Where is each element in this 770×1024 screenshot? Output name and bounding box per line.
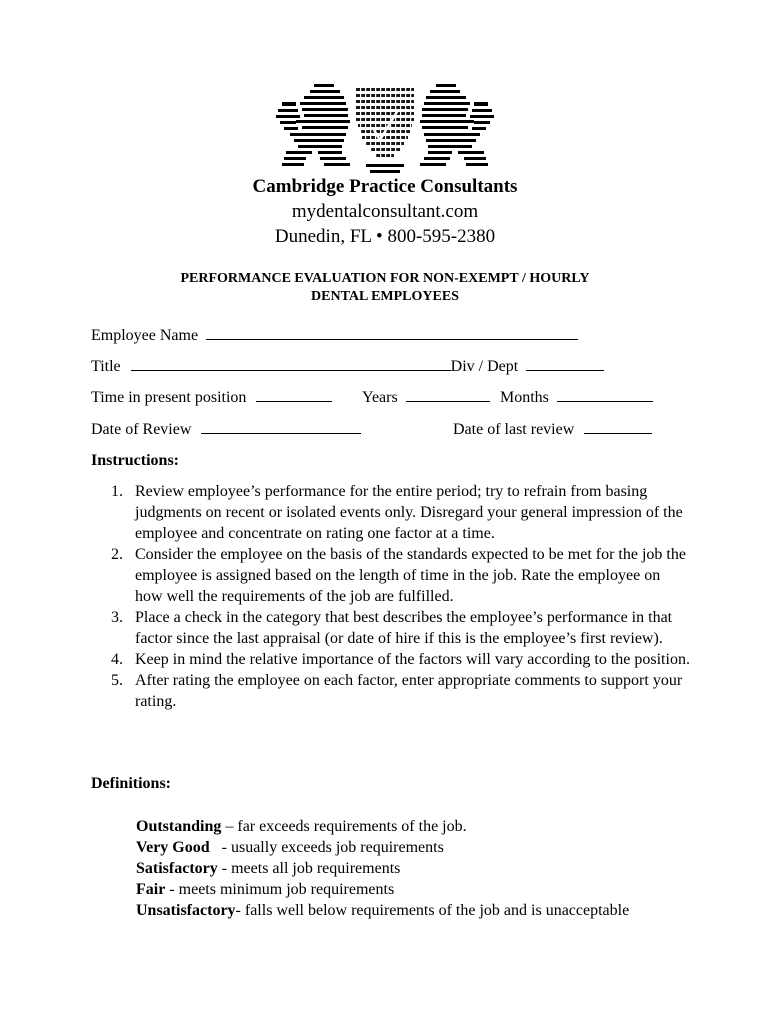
date-of-review-field[interactable] [201, 419, 361, 434]
instructions-list [111, 481, 691, 712]
definition-desc: – far exceeds requirements of the job. [221, 818, 467, 835]
definition-item [136, 858, 736, 879]
document-title [0, 270, 770, 306]
title-row [91, 356, 604, 377]
div-dept-label: Div / Dept [450, 358, 519, 375]
document-title-line-2: DENTAL EMPLOYEES [311, 289, 459, 304]
definition-term: Satisfactory [136, 860, 218, 877]
instruction-number: 3. [111, 609, 123, 626]
definition-desc: - falls well below requirements of the job and is unacceptable [235, 902, 630, 919]
employee-name-field[interactable] [206, 325, 578, 340]
instruction-text: Place a check in the category that best describes the employee’s performance in that factor since the last appraisal (or date of hire if this is the employee’s first review). [135, 609, 673, 647]
div-dept-field[interactable] [526, 356, 604, 371]
time-in-position-row [91, 387, 332, 408]
instruction-text: After rating the employee on each factor, enter appropriate comments to support your rating. [135, 672, 683, 710]
date-of-last-review-label: Date of last review [453, 421, 575, 438]
definitions-list [136, 816, 736, 921]
definition-desc: - meets all job requirements [217, 860, 401, 877]
definition-term: Outstanding [136, 818, 222, 835]
definitions-heading: Definitions: [91, 775, 171, 792]
instruction-item [111, 481, 691, 544]
definition-term: Fair [136, 881, 166, 898]
definition-item [136, 816, 736, 837]
company-name: Cambridge Practice Consultants [252, 176, 518, 197]
months-group [500, 387, 653, 408]
company-logo [274, 80, 496, 180]
definition-item [136, 837, 736, 858]
employee-name-row [91, 325, 578, 346]
definition-item [136, 879, 736, 900]
months-field[interactable] [557, 387, 653, 402]
instruction-number: 4. [111, 651, 123, 668]
instruction-item [111, 607, 691, 649]
instruction-number: 2. [111, 546, 123, 563]
company-website: mydentalconsultant.com [291, 201, 479, 222]
date-of-review-label: Date of Review [91, 421, 192, 438]
instruction-item [111, 544, 691, 607]
definition-item [136, 900, 736, 921]
years-field[interactable] [406, 387, 490, 402]
instructions-heading: Instructions: [91, 452, 180, 469]
document-title-line-1: PERFORMANCE EVALUATION FOR NON-EXEMPT / HOURLY [180, 271, 590, 286]
instruction-text: Keep in mind the relative importance of the factors will vary according to the position. [135, 651, 690, 668]
instruction-text: Review employee’s performance for the entire period; try to refrain from basing judgments on recent or isolated events only. Disregard your general impression of the employee and concentrate on rating one factor at a time. [135, 483, 683, 542]
company-address: Dunedin, FL • 800-595-2380 [274, 226, 496, 247]
instruction-item [111, 670, 691, 712]
instruction-number: 5. [111, 672, 123, 689]
years-label: Years [362, 389, 398, 406]
instruction-text: Consider the employee on the basis of the standards expected to be met for the job the employee is assigned based on the length of time in the job. Rate the employee on how well the requirements of the job are fulfilled. [135, 546, 686, 605]
years-group [362, 387, 490, 408]
time-in-position-label: Time in present position [91, 389, 247, 406]
date-of-review-row [91, 419, 361, 440]
months-label: Months [500, 389, 549, 406]
title-field[interactable] [131, 356, 451, 371]
definition-term: Unsatisfactory [136, 902, 236, 919]
instruction-number: 1. [111, 483, 123, 500]
time-in-position-field[interactable] [256, 387, 332, 402]
definition-desc: - usually exceeds job requirements [209, 839, 444, 856]
employee-name-label: Employee Name [91, 327, 199, 344]
date-of-last-review-group [453, 419, 652, 440]
definition-desc: - meets minimum job requirements [165, 881, 395, 898]
instruction-item [111, 649, 691, 670]
title-label: Title [91, 358, 121, 375]
definition-term: Very Good [136, 839, 210, 856]
date-of-last-review-field[interactable] [584, 419, 652, 434]
